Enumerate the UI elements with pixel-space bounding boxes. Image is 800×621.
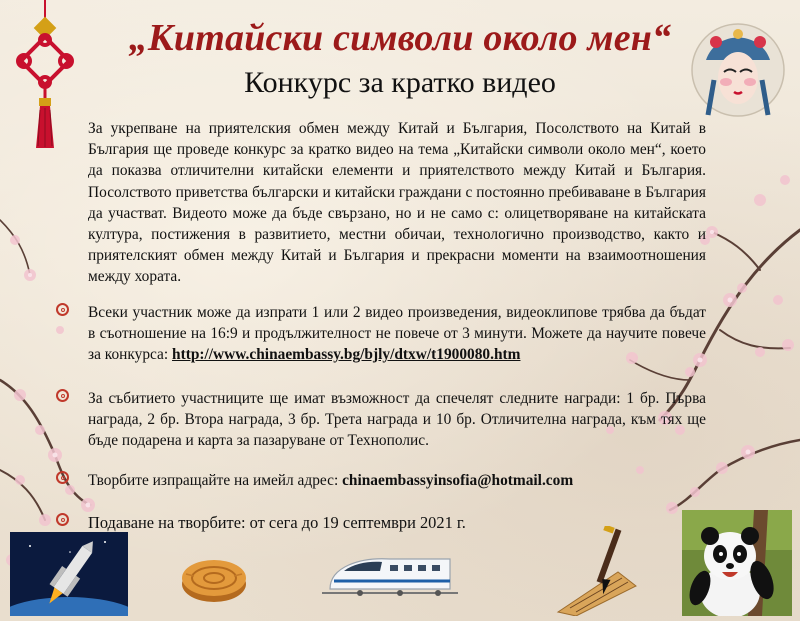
bullet-icon bbox=[56, 303, 69, 316]
calligraphy-scroll-icon bbox=[550, 526, 646, 616]
item-text: Подаване на творбите: от сега до 19 септември 2021 г. bbox=[88, 513, 466, 532]
contest-link[interactable]: http://www.chinaembassy.bg/bjly/dtxw/t1900080.htm bbox=[172, 346, 521, 364]
page-subtitle: Конкурс за кратко видео bbox=[244, 66, 556, 99]
rocket-icon bbox=[10, 532, 128, 616]
item-text: Творбите изпращайте на имейл адрес: bbox=[88, 472, 343, 489]
list-item bbox=[88, 470, 706, 491]
bullet-train-icon bbox=[320, 545, 460, 611]
bullet-icon bbox=[56, 513, 69, 526]
list-item bbox=[88, 302, 706, 366]
bullet-icon bbox=[56, 471, 69, 484]
bullet-icon bbox=[56, 389, 69, 402]
list-item bbox=[88, 512, 706, 533]
list-item bbox=[88, 388, 706, 452]
item-text: Всеки участник може да изпрати 1 или 2 видео произведения, видеоклипове трябва да бъдат в съотношение на 16:9 и продължителност не повече от 3 минути. Можете да научите повече за конкурса: bbox=[88, 304, 706, 364]
email-address[interactable]: chinaembassyinsofia@hotmail.com bbox=[342, 472, 574, 489]
item-text: За събитието участниците ще имат възможност да спечелят следните награди: 1 бр. Първа награда, 2 бр. Втора награда, 3 бр. Трета награда и 10 бр. Отличителна награда, към тях ще бъде подарена и карта за пазаруване от Технополис. bbox=[88, 390, 706, 450]
mooncake-icon bbox=[178, 550, 250, 606]
page-title: „Китайски символи около мен“ bbox=[128, 17, 672, 59]
intro-paragraph: За укрепване на приятелския обмен между Китай и България, Посолството на Китай в България ще проведе конкурс за кратко видео на тема „Китайски символи около мен“, което да показва отличителни китайски елементи и приятелството между Китай и България. Посолството приветства български и китайски граждани с постоянно пребиваване в България да участват. Видеото може да бъде свързано, но и не само с: олицетворяване на китайската култура, постижения в развитието, местни обичаи, технологично производство, както и приятелският обмен между Китай и България и прекрасни моменти на взаимоотношения между хората. bbox=[88, 120, 706, 286]
